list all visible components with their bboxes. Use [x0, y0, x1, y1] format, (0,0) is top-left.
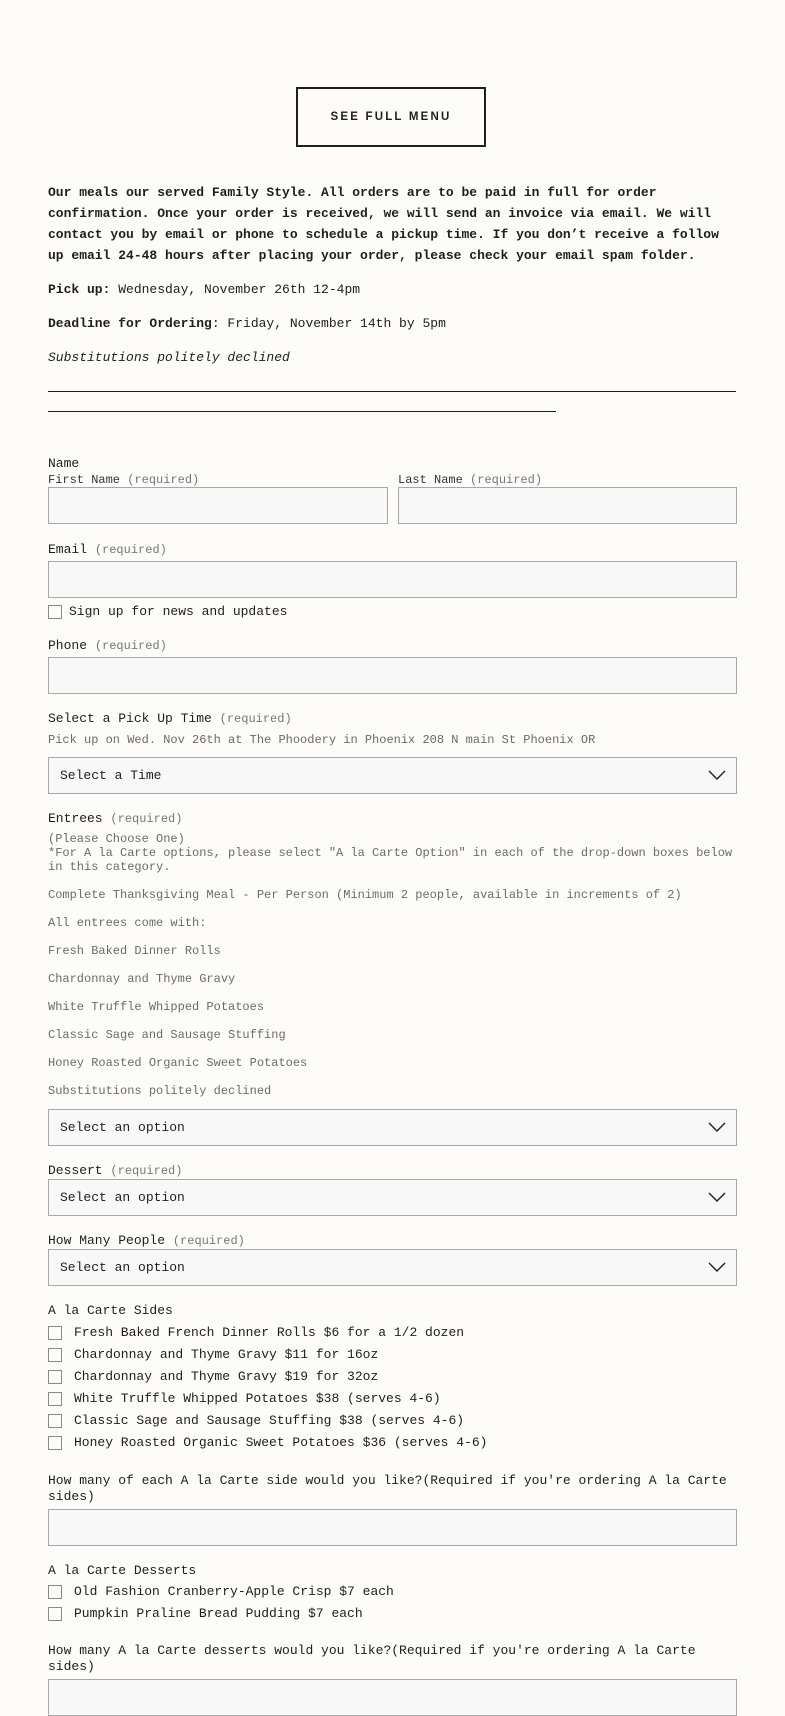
entrees-detail: Complete Thanksgiving Meal - Per Person (Minimum 2 people, available in increments of 2) — [48, 888, 682, 902]
desserts-qty-label: How many A la Carte desserts would you like?(Required if you're ordering A la Carte sides) — [48, 1643, 696, 1674]
side-option[interactable]: Chardonnay and Thyme Gravy $11 for 16oz — [48, 1347, 378, 1363]
deadline-info — [48, 315, 446, 333]
side-option[interactable]: Honey Roasted Organic Sweet Potatoes $36 (serves 4-6) — [48, 1435, 487, 1451]
desserts-label: A la Carte Desserts — [48, 1563, 197, 1578]
pickup-label: Pick up: — [48, 282, 111, 297]
pickup-time-label: Select a Pick Up Time (required) — [48, 711, 292, 726]
newsletter-label: Sign up for news and updates — [69, 604, 288, 619]
entrees-detail: Classic Sage and Sausage Stuffing — [48, 1028, 286, 1042]
entrees-detail: Honey Roasted Organic Sweet Potatoes — [48, 1056, 308, 1070]
phone-label: Phone (required) — [48, 638, 167, 653]
newsletter-checkbox[interactable] — [48, 605, 62, 619]
side-option[interactable]: Classic Sage and Sausage Stuffing $38 (serves 4-6) — [48, 1413, 464, 1429]
divider-line — [48, 411, 556, 412]
side-checkbox[interactable] — [48, 1370, 62, 1384]
pickup-time-selected: Select a Time — [60, 768, 162, 783]
entrees-label: Entrees (required) — [48, 811, 183, 826]
last-name-input[interactable] — [398, 487, 737, 524]
deadline-value: : Friday, November 14th by 5pm — [211, 316, 446, 331]
side-checkbox[interactable] — [48, 1414, 62, 1428]
chevron-down-icon — [708, 1121, 726, 1133]
entrees-select[interactable] — [48, 1109, 737, 1146]
deadline-label: Deadline for Ordering — [48, 316, 212, 331]
dessert-option[interactable]: Pumpkin Praline Bread Pudding $7 each — [48, 1606, 363, 1622]
entrees-detail: All entrees come with: — [48, 916, 207, 930]
newsletter-option[interactable] — [48, 604, 287, 620]
side-checkbox[interactable] — [48, 1436, 62, 1450]
side-checkbox[interactable] — [48, 1392, 62, 1406]
chevron-down-icon — [708, 1261, 726, 1273]
sides-qty-input[interactable] — [48, 1509, 737, 1546]
entrees-selected: Select an option — [60, 1120, 185, 1135]
sides-qty-label: How many of each A la Carte side would you like?(Required if you're ordering A la Carte sides) — [48, 1473, 727, 1504]
pickup-value: Wednesday, November 26th 12-4pm — [110, 282, 361, 297]
name-label: Name — [48, 456, 80, 471]
intro-text: Our meals our served Family Style. All orders are to be paid in full for order confirmation. Once your order is received, we will send an invoice via email. We will contact you by email or phone to schedule a pickup time. If you don’t receive a follow up email 24-48 hours after placing your order, please check your email spam folder. — [48, 185, 719, 263]
last-name-label: Last Name (required) — [398, 473, 543, 487]
sides-label: A la Carte Sides — [48, 1303, 173, 1318]
divider-line — [48, 391, 736, 392]
chevron-down-icon — [708, 769, 726, 781]
side-option[interactable]: White Truffle Whipped Potatoes $38 (serves 4-6) — [48, 1391, 441, 1407]
dessert-selected: Select an option — [60, 1190, 185, 1205]
pickup-info — [48, 281, 360, 299]
substitutions-note: Substitutions politely declined — [48, 350, 290, 365]
dessert-checkbox[interactable] — [48, 1585, 62, 1599]
phone-input[interactable] — [48, 657, 737, 694]
see-full-menu-button[interactable]: SEE FULL MENU — [296, 87, 486, 147]
entrees-detail: Chardonnay and Thyme Gravy — [48, 972, 236, 986]
first-name-input[interactable] — [48, 487, 388, 524]
people-label: How Many People (required) — [48, 1233, 245, 1248]
side-option[interactable]: Chardonnay and Thyme Gravy $19 for 32oz — [48, 1369, 378, 1385]
entrees-hint: (Please Choose One) *For A la Carte options, please select "A la Carte Option" in each of the drop-down boxes below in this category. — [48, 832, 733, 874]
entrees-detail: White Truffle Whipped Potatoes — [48, 1000, 265, 1014]
dessert-option[interactable]: Old Fashion Cranberry-Apple Crisp $7 each — [48, 1584, 394, 1600]
dessert-label: Dessert (required) — [48, 1163, 183, 1178]
side-option[interactable]: Fresh Baked French Dinner Rolls $6 for a 1/2 dozen — [48, 1325, 464, 1341]
side-checkbox[interactable] — [48, 1348, 62, 1362]
pickup-time-hint: Pick up on Wed. Nov 26th at The Phoodery in Phoenix 208 N main St Phoenix OR — [48, 733, 596, 747]
first-name-label: First Name (required) — [48, 473, 200, 487]
dessert-select[interactable] — [48, 1179, 737, 1216]
people-select[interactable] — [48, 1249, 737, 1286]
email-label: Email (required) — [48, 542, 167, 557]
side-checkbox[interactable] — [48, 1326, 62, 1340]
entrees-detail: Fresh Baked Dinner Rolls — [48, 944, 221, 958]
people-selected: Select an option — [60, 1260, 185, 1275]
dessert-checkbox[interactable] — [48, 1607, 62, 1621]
email-input[interactable] — [48, 561, 737, 598]
entrees-detail: Substitutions politely declined — [48, 1084, 272, 1098]
pickup-time-select[interactable] — [48, 757, 737, 794]
chevron-down-icon — [708, 1191, 726, 1203]
desserts-qty-input[interactable] — [48, 1679, 737, 1716]
